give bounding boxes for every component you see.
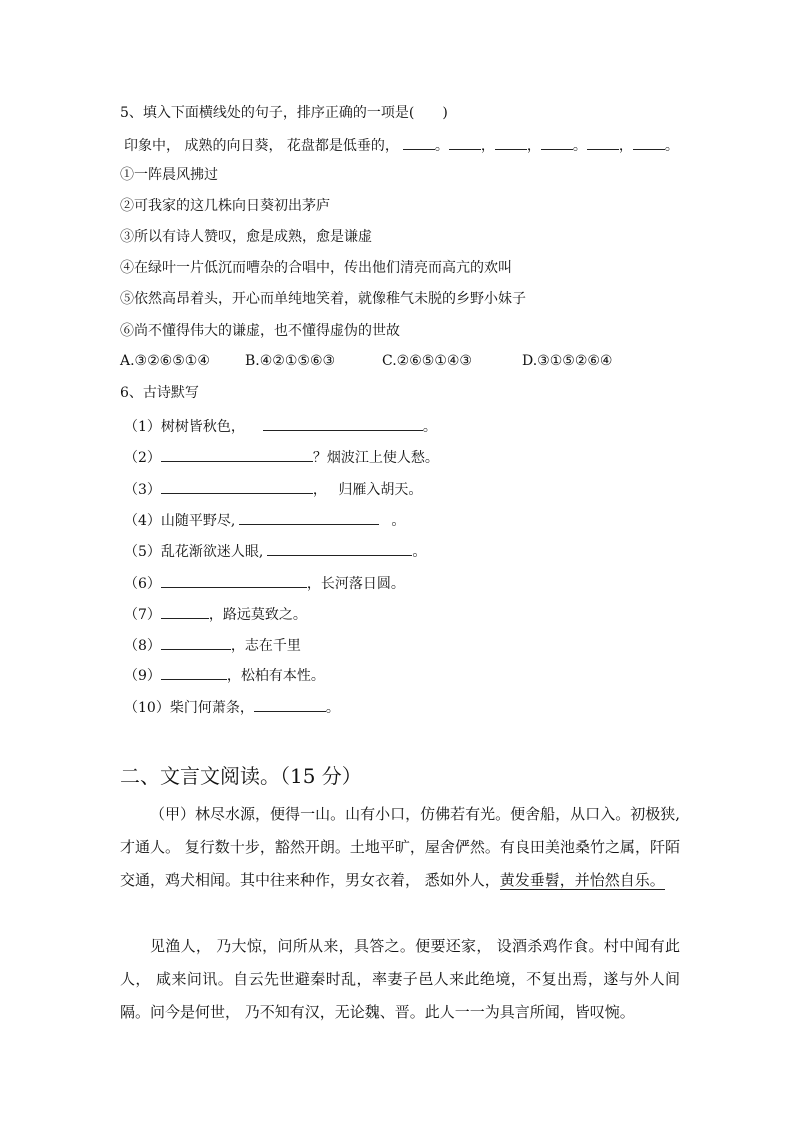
q6-item-1 <box>124 416 437 436</box>
q6-item-prefix: （9） <box>124 668 161 684</box>
passage-paragraph-1 <box>120 798 680 897</box>
q5-blank-1[interactable] <box>403 135 435 150</box>
q5-option-1: ①一阵晨风拂过 <box>120 167 218 183</box>
q6-item-8 <box>124 635 301 655</box>
q6-item-suffix: ，路远莫致之。 <box>208 607 307 623</box>
q6-item-suffix: ，志在千里 <box>230 638 301 654</box>
q6-blank-4[interactable] <box>239 510 379 525</box>
q6-blank-5[interactable] <box>267 541 412 556</box>
q6-blank-10[interactable] <box>254 697 326 712</box>
q6-item-suffix: 。 <box>391 513 406 529</box>
q6-blank-2[interactable] <box>161 447 313 462</box>
q6-item-6 <box>124 573 405 593</box>
q5-choice-d[interactable]: D.③①⑤②⑥④ <box>522 353 613 369</box>
q5-stem <box>124 135 679 155</box>
q6-item-prefix: （1）树树皆秋色， <box>124 419 245 435</box>
passage-1-text: （甲）林尽水源，便得一山。山有小口，仿佛若有光。便舍船，从口入。初极狭,才通人。 复行数十步，豁然开朗。土地平旷，屋舍俨然。有良田美池桑竹之属，阡陌交通，鸡犬相闻。其中往来种作，男女衣着， 悉如外人， <box>120 805 680 889</box>
q6-item-suffix: 。 <box>422 419 437 435</box>
passage-1-underlined: 黄发垂髫，并怡然自乐。 <box>499 871 665 889</box>
q5-blank-4[interactable] <box>541 135 573 150</box>
q5-stem-text: 印象中， 成熟的向日葵， 花盘都是低垂的， <box>124 138 399 154</box>
q5-blank-2[interactable] <box>449 135 481 150</box>
q6-blank-3[interactable] <box>161 479 313 494</box>
q5-choice-b[interactable]: B.④②①⑤⑥③ <box>245 353 336 369</box>
q5-choice-a[interactable]: A.③②⑥⑤①④ <box>120 353 210 369</box>
q6-item-3 <box>124 479 422 499</box>
q5-sep: ， <box>480 138 495 154</box>
q5-choices <box>120 352 612 370</box>
passage-paragraph-2: 见渔人， 乃大惊，问所从来，具答之。便要还家， 设酒杀鸡作食。村中闻有此人， 咸来问讯。自云先世避秦时乱，率妻子邑人来此绝境，不复出焉，遂与外人间隔。问今是何世， 乃不知有汉，无论魏、晋。此人一一为具言所闻，皆叹惋。 <box>120 937 680 1021</box>
q6-item-prefix: （7） <box>124 607 161 623</box>
section-2-title: 二、文言文阅读。（15 分） <box>120 764 362 788</box>
q5-option-6: ⑥尚不懂得伟大的谦虚，也不懂得虚伪的世故 <box>120 323 400 339</box>
q6-blank-6[interactable] <box>161 573 307 588</box>
q5-title: 5、填入下面横线处的句子，排序正确的一项是( ) <box>120 105 448 121</box>
q6-item-prefix: （5）乱花渐欲迷人眼, <box>124 544 264 560</box>
q6-item-prefix: （3） <box>124 482 161 498</box>
q5-sep: ， <box>618 138 633 154</box>
q5-sep: ， <box>526 138 541 154</box>
q5-sep: 。 <box>434 138 449 154</box>
q6-item-2 <box>124 447 439 467</box>
q6-item-suffix: ？烟波江上使人愁。 <box>312 450 439 466</box>
q6-title: 6、古诗默写 <box>120 385 199 401</box>
q5-blank-5[interactable] <box>587 135 619 150</box>
q6-item-prefix: （8） <box>124 638 161 654</box>
q6-blank-7[interactable] <box>161 604 209 619</box>
q6-item-10 <box>124 697 340 717</box>
q5-blank-3[interactable] <box>495 135 527 150</box>
q5-option-4: ④在绿叶一片低沉而嘈杂的合唱中，传出他们清亮而高亢的欢叫 <box>120 260 512 276</box>
q6-item-7 <box>124 604 307 624</box>
q6-item-4 <box>124 510 405 530</box>
q5-option-5: ⑤依然高昂着头，开心而单纯地笑着，就像稚气未脱的乡野小妹子 <box>120 291 526 307</box>
q6-item-suffix: 。 <box>412 544 427 560</box>
q5-choice-c[interactable]: C.②⑥⑤①④③ <box>382 353 472 369</box>
q5-option-2: ②可我家的这几株向日葵初出茅庐 <box>120 198 330 214</box>
q6-item-suffix: ， 归雁入胡天。 <box>312 482 423 498</box>
q6-item-prefix: （2） <box>124 450 161 466</box>
q6-blank-8[interactable] <box>161 635 231 650</box>
q6-item-prefix: （6） <box>124 576 161 592</box>
q6-blank-1[interactable] <box>263 416 423 431</box>
q5-blank-6[interactable] <box>633 135 665 150</box>
q5-option-3: ③所以有诗人赞叹，愈是成熟，愈是谦虚 <box>120 229 372 245</box>
q6-item-prefix: （10）柴门何萧条， <box>124 700 254 716</box>
q5-sep: 。 <box>664 138 679 154</box>
q6-item-5 <box>124 541 426 561</box>
q6-item-9 <box>124 665 325 685</box>
q5-sep: 。 <box>572 138 587 154</box>
q6-item-prefix: （4）山随平野尽, <box>124 513 236 529</box>
q6-item-suffix: ，长河落日圆。 <box>306 576 405 592</box>
q6-item-suffix: ，松柏有本性。 <box>226 668 325 684</box>
q6-blank-9[interactable] <box>161 665 227 680</box>
q6-item-suffix: 。 <box>325 700 340 716</box>
